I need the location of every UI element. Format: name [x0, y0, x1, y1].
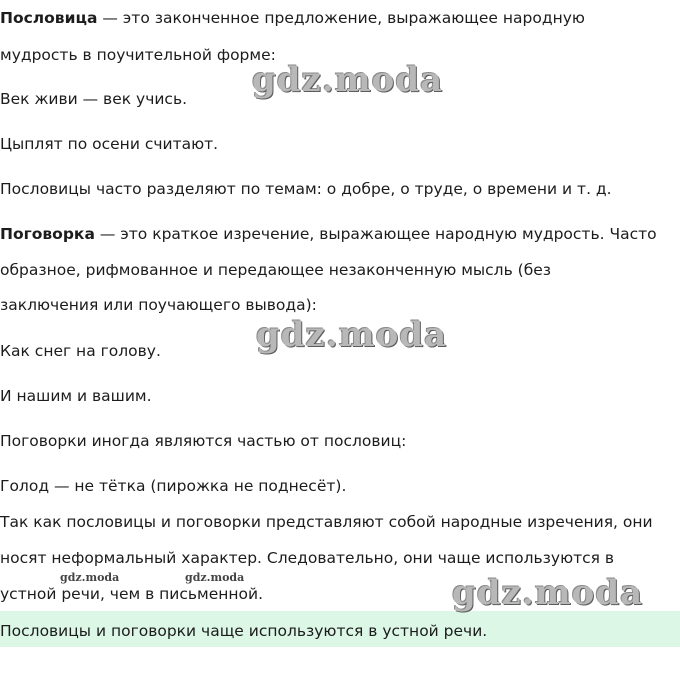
answer-text: Пословицы и поговорки чаще используются в устной речи. [0, 622, 488, 640]
watermark-logo: gdz.moda [256, 315, 448, 355]
conclusion-line-1: Так как пословицы и поговорки представляют собой народные изречения, они [0, 513, 653, 531]
watermark-logo: gdz.moda [452, 573, 644, 613]
definition-saying-line-3: заключения или поучающего вывода): [0, 296, 317, 314]
watermark-small: gdz.moda [185, 571, 245, 584]
definition-saying-text: — это краткое изречение, выражающее народную мудрость. Часто [94, 225, 657, 243]
term-saying: Поговорка [0, 225, 95, 243]
conclusion-line-2: носят неформальный характер. Следовательно, они чаще используются в [0, 549, 615, 567]
proverb-example-1: Век живи — век учись. [0, 90, 188, 108]
term-proverb: Пословица [0, 9, 98, 27]
definition-saying-line-1 [0, 224, 657, 244]
definition-proverb-text: — это законченное предложение, выражающее народную [97, 9, 585, 27]
proverb-themes-note: Пословицы часто разделяют по темам: о добре, о труде, о времени и т. д. [0, 180, 612, 198]
definition-proverb-line-1 [0, 8, 585, 28]
watermark-logo: gdz.moda [252, 60, 444, 100]
definition-saying-line-2: образное, рифмованное и передающее незаконченную мысль (без [0, 261, 552, 279]
answer-box [0, 611, 680, 647]
watermark-small: gdz.moda [60, 571, 120, 584]
saying-example-2: И нашим и вашим. [0, 387, 152, 405]
saying-part-of-proverb-note: Поговорки иногда являются частью от пословиц: [0, 432, 407, 450]
saying-example-1: Как снег на голову. [0, 342, 161, 360]
proverb-example-2: Цыплят по осени считают. [0, 135, 219, 153]
conclusion-line-3: устной речи, чем в письменной. [0, 585, 264, 603]
definition-proverb-line-2: мудрость в поучительной форме: [0, 46, 276, 64]
saying-example-3: Голод — не тётка (пирожка не поднесёт). [0, 477, 347, 495]
